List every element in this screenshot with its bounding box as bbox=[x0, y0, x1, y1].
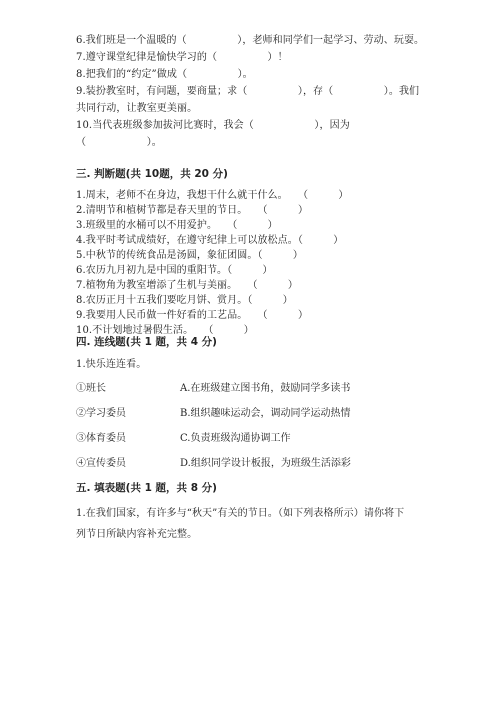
section-title-judgment: 三. 判断题(共 10题，共 20 分) bbox=[76, 168, 228, 180]
judgment-item: 4.我平时考试成绩好，在遵守纪律上可以放松点。（ ） bbox=[76, 235, 344, 246]
table-question-line: 1.在我们国家，有许多与“秋天”有关的节日。（如下列表格所示）请你将下 bbox=[76, 508, 405, 519]
matching-prompt: 1.快乐连连看。 bbox=[76, 359, 147, 370]
judgment-item: 5.中秋节的传统食品是汤圆，象征团圆。（ ） bbox=[76, 250, 303, 261]
judgment-item: 10.不计划地过暑假生活。 （ ） bbox=[76, 325, 254, 336]
judgment-item: 3.班级里的水桶可以不用爱护。 （ ） bbox=[76, 220, 278, 231]
fill-question-8: 8.把我们的“约定”做成（ ）。 bbox=[76, 69, 253, 80]
fill-question-10: 10.当代表班级参加拔河比赛时，我会（ ），因为 bbox=[76, 120, 350, 131]
matching-right-item: D.组织同学设计板报，为班级生活添彩 bbox=[180, 458, 351, 469]
fill-question-7: 7.遵守课堂纪律是愉快学习的（ ）！ bbox=[76, 52, 288, 63]
section-title-matching: 四. 连线题(共 1 题，共 4 分) bbox=[76, 336, 217, 348]
matching-right-item: A.在班级建立图书角，鼓励同学多读书 bbox=[180, 383, 351, 394]
section-title-table: 五. 填表题(共 1 题，共 8 分) bbox=[76, 482, 217, 494]
judgment-item: 7.植物角为教室增添了生机与美丽。 （ ） bbox=[76, 280, 298, 291]
matching-right-item: C.负责班级沟通协调工作 bbox=[180, 433, 291, 444]
matching-left-item: ③体育委员 bbox=[76, 433, 126, 444]
fill-question-9: 9.装扮教室时，有问题，要商量；求（ ），存（ ）。我们 bbox=[76, 86, 420, 97]
judgment-item: 1.周末，老师不在身边，我想干什么就干什么。 （ ） bbox=[76, 190, 349, 201]
matching-left-item: ②学习委员 bbox=[76, 408, 126, 419]
matching-left-item: ①班长 bbox=[76, 383, 106, 394]
table-question-line: 列节日所缺内容补充完整。 bbox=[76, 529, 198, 540]
judgment-item: 8.农历正月十五我们要吃月饼、赏月。（ ） bbox=[76, 295, 293, 306]
fill-question-9-cont: 共同行动，让教室更美丽。 bbox=[76, 103, 198, 114]
judgment-item: 6.农历九月初九是中国的重阳节。（ ） bbox=[76, 265, 273, 276]
fill-question-10-cont: （ ）。 bbox=[76, 137, 162, 148]
matching-right-item: B.组织趣味运动会，调动同学运动热情 bbox=[180, 408, 351, 419]
judgment-item: 2.清明节和植树节都是春天里的节日。 （ ） bbox=[76, 205, 309, 216]
fill-question-6: 6.我们班是一个温暖的（ ），老师和同学们一起学习、劳动、玩耍。 bbox=[76, 35, 425, 46]
matching-left-item: ④宣传委员 bbox=[76, 458, 126, 469]
judgment-item: 9.我要用人民币做一件好看的工艺品。 （ ） bbox=[76, 310, 309, 321]
